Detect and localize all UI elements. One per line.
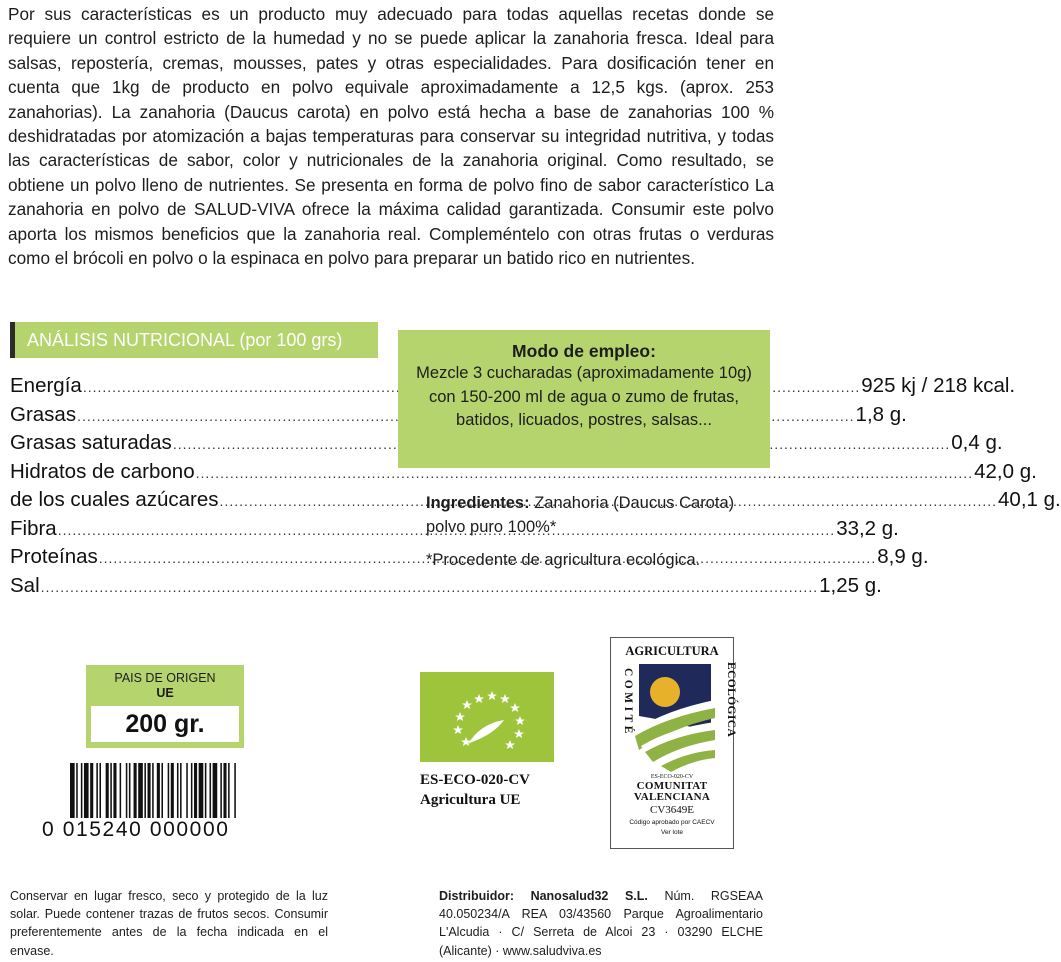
nutrition-label: Proteínas: [10, 545, 98, 568]
barcode-bar: [199, 763, 204, 821]
barcode-bar: [194, 763, 197, 821]
nutrition-row: [10, 458, 1037, 487]
barcode-bar: [168, 763, 170, 821]
barcode-bar: [84, 763, 89, 821]
nutrition-label: Grasas: [10, 402, 77, 426]
barcode-bar: [161, 763, 163, 821]
barcode-bar: [110, 763, 112, 821]
barcode-bar: [157, 763, 160, 821]
eu-code-caption: Agricultura UE: [420, 792, 521, 808]
caecv-small-code: ES-ECO-020-CV: [650, 774, 694, 780]
nutrition-value: 40,1 g.: [998, 488, 1061, 511]
ingredients-text: Zanahoria (Daucus Carota) polvo puro 100%*: [426, 494, 735, 536]
barcode-bar: [96, 763, 98, 821]
barcode-bar: [134, 763, 137, 821]
nutrition-label: Hidratos de carbono: [10, 459, 195, 483]
nutrition-value: 925 kj / 218 kcal.: [861, 374, 1016, 397]
barcode-bar: [113, 763, 116, 821]
barcode-bar: [152, 763, 154, 821]
barcode-bar: [210, 763, 212, 821]
nutrition-row: [10, 401, 907, 430]
net-weight: 200 gr.: [91, 706, 239, 742]
intro-paragraph: Por sus características es un producto muy adecuado para todas aquellas recetas donde se requiere un control estricto de la humedad y no se puede aplicar la zanahoria fresca. Ideal para salsas, repostería, cremas, mousses, pates y otras especialidades. Para dosificación tener en cuenta que 1kg de producto en polvo equivale aproximadamente a 12,5 kgs. (aprox. 253 zanahorias). La zanahoria (Daucus carota) en polvo está hecha a base de zanahorias 100 % deshidratadas por atomización a bajas temperaturas para conservar su integridad nutritiva, y todas las características de sabor, color y nutricionales de la zanahoria original. Como resultado, se obtiene un polvo lleno de nutrientes. Se presenta en forma de polvo fino de sabor característico La zanahoria en polvo de SALUD-VIVA ofrece la máxima calidad garantizada. Consumir este polvo aporta los mismos beneficios que la zanahoria real. Compleméntelo con otras frutas o verduras como el brócoli en polvo o la espinaca en polvo para preparar un batido rico en nutrientes.: [8, 4, 774, 269]
barcode-bar: [99, 763, 101, 821]
origin-box: [86, 665, 244, 748]
usage-text: Mezcle 3 cucharadas (aproximadamente 10g) con 150-200 ml de agua o zumo de frutas, batidos, licuados, postres, salsas...: [416, 364, 752, 429]
barcode-bar: [234, 763, 236, 821]
nutrition-row: [10, 572, 882, 601]
barcode-bar: [144, 763, 146, 821]
distributor-details: Núm. RGSEAA 40.050234/A REA 03/43560 Parque Agroalimentario L'Alcudia · C/ Serreta de Alcoi 23 · 03290 ELCHE (Alicante) · www.saludviva.es: [439, 889, 763, 958]
barcode-bar: [220, 763, 222, 821]
nutrition-label: Fibra: [10, 516, 57, 540]
ingredients-note: *Procedente de agricultura ecológica.: [426, 551, 701, 569]
ingredients-label: Ingredientes:: [426, 494, 530, 512]
barcode-bar: [191, 763, 193, 821]
ingredients-line: [426, 492, 766, 539]
barcode-bar: [177, 763, 179, 821]
eu-code-number: ES-ECO-020-CV: [420, 772, 531, 788]
nutrition-value: 0,4 g.: [951, 431, 1003, 454]
nutrition-value: 33,2 g.: [836, 516, 899, 540]
barcode-bar: [90, 763, 93, 821]
caecv-side-right: ECOLÓGICA: [725, 662, 737, 738]
nutrition-value: 8,9 g.: [877, 545, 929, 568]
barcode-bar: [180, 763, 182, 821]
nutrition-label: Grasas saturadas: [10, 431, 172, 454]
caecv-top-text: AGRICULTURA: [625, 644, 719, 658]
caecv-note1: Código aprobado por CAECV: [629, 819, 715, 826]
barcode-bar: [70, 763, 75, 821]
usage-title: Modo de empleo:: [512, 341, 656, 361]
barcode-bar: [228, 763, 230, 821]
eu-organic-code: [420, 770, 620, 810]
nutrition-value: 42,0 g.: [974, 459, 1037, 483]
nutrition-header: ANÁLISIS NUTRICIONAL (por 100 grs): [10, 322, 378, 358]
caecv-line1: COMUNITAT: [636, 780, 708, 792]
barcode-bar: [213, 763, 218, 821]
barcode-bar: [76, 763, 78, 821]
ingredients-block: [426, 492, 766, 573]
caecv-side-left: COMITÉ: [622, 668, 634, 737]
caecv-code: CV3649E: [650, 804, 694, 816]
nutrition-row: [10, 372, 1016, 401]
distributor-info: [439, 887, 763, 960]
nutrition-value: 1,25 g.: [819, 573, 882, 597]
nutrition-label: Energía: [10, 374, 82, 397]
storage-note: Conservar en lugar fresco, seco y protegido de la luz solar. Puede contener trazas de frutos secos. Consumir preferentemente antes de la fecha indicada en el envase.: [10, 889, 328, 958]
eu-organic-leaf-icon: [420, 672, 554, 762]
usage-box: [398, 330, 770, 468]
origin-country: UE: [156, 686, 174, 700]
nutrition-label: Sal: [10, 573, 40, 597]
caecv-line2: VALENCIANA: [633, 791, 711, 803]
barcode-bar: [186, 763, 188, 821]
barcode-bar: [138, 763, 143, 821]
dot-leader: [41, 573, 818, 602]
nutrition-row: [10, 429, 1003, 458]
distributor-name: Distribuidor: Nanosalud32 S.L.: [439, 889, 648, 903]
nutrition-value: 1,8 g.: [855, 402, 907, 426]
barcode-bar: [126, 763, 128, 821]
caecv-seal-icon: [610, 637, 737, 849]
barcode-number: 0 015240 000000: [42, 818, 278, 842]
barcode-bar: [223, 763, 226, 821]
barcode-bar: [120, 763, 122, 821]
nutrition-label: de los cuales azúcares: [10, 488, 219, 511]
caecv-emblem-icon: [611, 638, 737, 773]
caecv-note2: Ver lote: [660, 829, 684, 836]
barcode-bar: [81, 763, 83, 821]
barcode-bar: [129, 763, 131, 821]
caecv-caption: [611, 773, 733, 837]
origin-label: PAIS DE ORIGEN: [114, 671, 216, 685]
barcode-bar: [106, 763, 109, 821]
barcode-bar: [171, 763, 174, 821]
barcode-bar: [148, 763, 151, 821]
barcode-bar: [205, 763, 207, 821]
